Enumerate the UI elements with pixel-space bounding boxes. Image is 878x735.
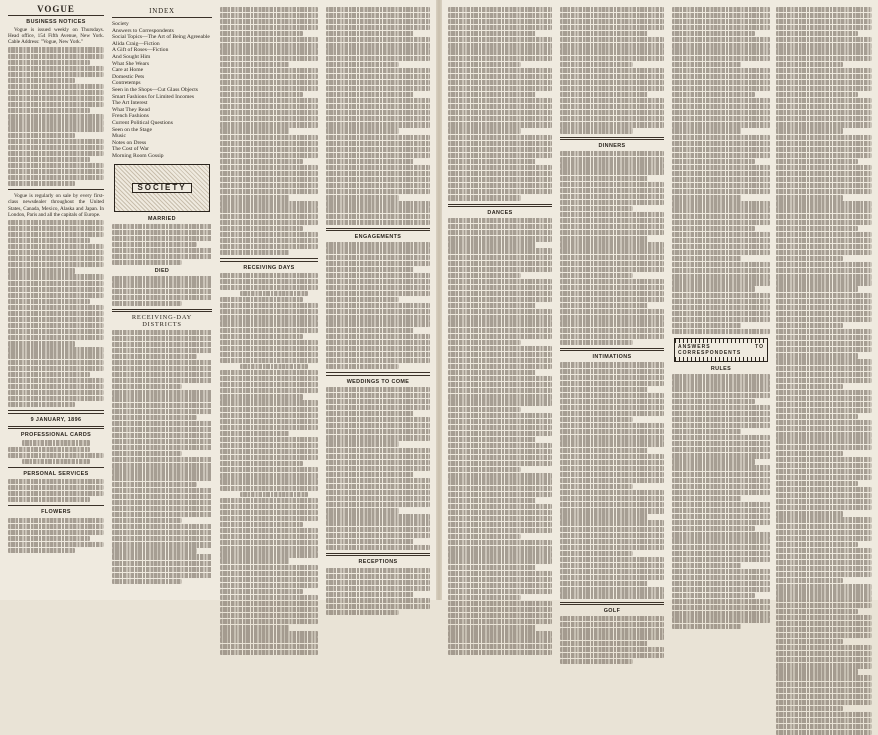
index-item[interactable]: A Gift of Roses—Fiction [112,47,169,54]
engagements-heading: ENGAGEMENTS [354,234,402,241]
index-list [112,21,212,159]
answers-banner [674,338,768,362]
receiving-day-districts-heading: RECEIVING-DAY DISTRICTS [131,314,193,328]
receiving-days-heading: RECEIVING DAYS [243,264,295,271]
index-item[interactable]: The Cost of War [112,146,149,153]
rules-heading: RULES [710,366,732,373]
index-item[interactable]: Morning Room Gossip [112,152,164,159]
index-item[interactable]: Social Topics—The Art of Being Agreeable [112,34,210,41]
index-heading: INDEX [149,7,175,15]
vogue-regular-sale-text: Vogue is regularly on sale by every first-class newsdealer throughout the United States, Canada, Mexico, Alaska and Japan. In London, Paris and all the capitals of Europe. [8,193,104,218]
professional-cards-heading: PROFESSIONAL CARDS [20,432,92,439]
business-notices-intro: Vogue is issued weekly on Thursdays. Head office, 154 Fifth Avenue, New York. Cable Address: "Vogue, New York." [8,27,104,46]
left-column-2 [112,6,212,596]
personal-services-heading: PERSONAL SERVICES [23,470,89,477]
index-item[interactable]: Seen in the Shops—Cut Glass Objects [112,87,198,94]
right-column-2 [560,6,664,615]
masthead: VOGUE [37,4,75,14]
index-item[interactable]: Domestic Pets [112,73,145,80]
died-heading: DIED [154,268,170,275]
index-item[interactable]: And Sought Him [112,54,151,61]
left-column-3 [220,6,318,596]
page-gutter [436,0,442,600]
right-column-3 [672,6,770,596]
receptions-heading: RECEPTIONS [358,559,398,566]
society-banner-label: SOCIETY [132,183,191,193]
weddings-to-come-heading: WEDDINGS TO COME [346,378,410,385]
index-item[interactable]: What They Read [112,106,150,113]
index-item[interactable]: Contretemps [112,80,141,87]
index-item[interactable]: Smart Fashions for Limited Incomes [112,93,195,100]
dinners-heading: DINNERS [598,143,626,150]
answers-banner-label: ANSWERS TO CORRESPONDENTS [675,343,767,357]
index-item[interactable]: Current Political Questions [112,120,173,126]
index-item[interactable]: French Fashions [112,113,149,120]
right-column-4 [776,6,872,596]
dances-heading: DANCES [487,210,513,216]
flowers-heading: FLOWERS [41,509,71,516]
golf-heading: GOLF [603,608,621,615]
index-item[interactable]: Answers to Correspondents [112,27,174,34]
intimations-heading: INTIMATIONS [592,354,632,361]
right-column-1 [448,6,552,596]
business-notices-heading: BUSINESS NOTICES [26,19,86,26]
index-item[interactable]: What She Wears [112,60,150,67]
society-banner [114,164,210,212]
index-item[interactable]: Notes on Dress [112,139,147,146]
index-item[interactable]: Society [112,21,129,28]
index-item[interactable]: Seen on the Stage [112,126,152,133]
index-item[interactable]: Music [112,133,126,140]
left-column-4 [326,6,430,596]
left-column-1 [8,6,104,596]
index-item[interactable]: Alida Craig—Fiction [112,40,160,47]
index-item[interactable]: Care at Home [112,67,144,74]
married-heading: MARRIED [148,215,176,222]
issue-date: 9 JANUARY, 1896 [30,416,82,423]
index-item[interactable]: The Art Interest [112,100,148,107]
